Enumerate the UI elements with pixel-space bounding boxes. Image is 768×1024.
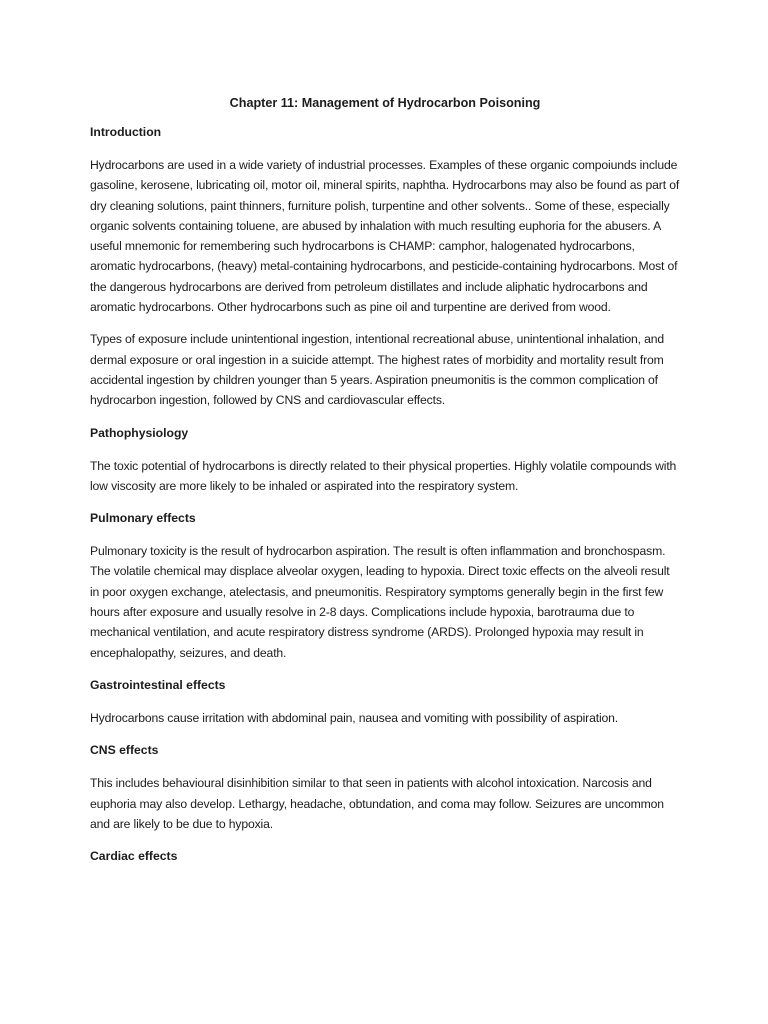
section-heading: Introduction (90, 125, 162, 139)
section-cns-effects (90, 740, 680, 834)
paragraph: Hydrocarbons cause irritation with abdominal pain, nausea and vomiting with possibility of aspiration. (90, 710, 619, 725)
section-heading: CNS effects (90, 743, 159, 758)
section-pathophysiology (90, 423, 680, 497)
section-pulmonary-effects (90, 508, 680, 663)
section-gastrointestinal-effects (90, 675, 680, 728)
paragraph: Pulmonary toxicity is the result of hydrocarbon aspiration. The result is often inflammation and bronchospasm. The volatile chemical may displace alveolar oxygen, leading to hypoxia. Direct toxic effects on the alveoli result in poor oxygen exchange, atelectasis, and pneumonitis. Respiratory symptoms generally begin in the first few hours after exposure and usually resolve in 2-8 days. Complications include hypoxia, barotrauma due to mechanical ventilation, and acute respiratory distress syndrome (ARDS). Prolonged hypoxia may result in encephalopathy, seizures, and death. (90, 544, 670, 660)
paragraph: This includes behavioural disinhibition similar to that seen in patients with alcohol intoxication. Narcosis and euphoria may also develop. Lethargy, headache, obtundation, and coma may follow. Seizures are uncommon and are likely to be due to hypoxia. (90, 776, 664, 831)
chapter-title: Chapter 11: Management of Hydrocarbon Poisoning (229, 96, 541, 110)
section-heading: Pathophysiology (90, 425, 189, 440)
section-heading: Cardiac effects (90, 849, 178, 864)
paragraph: The toxic potential of hydrocarbons is directly related to their physical properties. Highly volatile compounds with low viscosity are more likely to be inhaled or aspirated into the respiratory system. (90, 458, 677, 493)
section-heading: Pulmonary effects (90, 511, 196, 526)
paragraph: Hydrocarbons are used in a wide variety of industrial processes. Examples of these organic compoiunds include gasoline, kerosene, lubricating oil, motor oil, mineral spirits, naphtha. Hydrocarbons may also be found as part of dry cleaning solutions, paint thinners, furniture polish, turpentine and other solvents.. Some of these, especially organic solvents containing toluene, are abused by inhalation with much resulting euphoria for the abusers. A useful mnemonic for remembering such hydrocarbons is CHAMP: camphor, halogenated hydrocarbons, aromatic hydrocarbons, (heavy) metal-containing hydrocarbons, and pesticide-containing hydrocarbons. Most of the dangerous hydrocarbons are derived from petroleum distillates and include aliphatic hydrocarbons and aromatic hydrocarbons. Other hydrocarbons such as pine oil and turpentine are derived from wood. (90, 158, 680, 315)
document-body (90, 93, 680, 879)
section-cardiac-effects (90, 846, 680, 866)
section-introduction (90, 122, 680, 411)
paragraph: Types of exposure include unintentional ingestion, intentional recreational abuse, unintentional inhalation, and dermal exposure or oral ingestion in a suicide attempt. The highest rates of morbidity and mortality result from accidental ingestion by children younger than 5 years. Aspiration pneumonitis is the common complication of hydrocarbon ingestion, followed by CNS and cardiovascular effects. (90, 332, 665, 408)
section-heading: Gastrointestinal effects (90, 677, 226, 692)
